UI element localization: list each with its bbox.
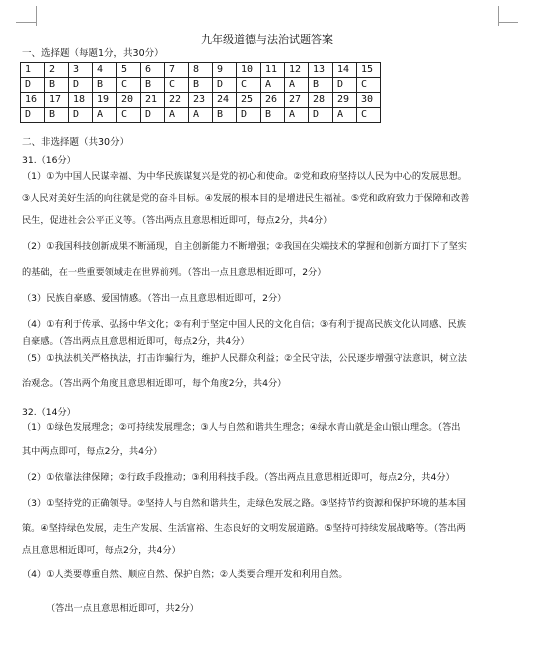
question-number-cell: 20 (117, 93, 141, 108)
question-number-cell: 2 (45, 63, 69, 78)
question-number-cell: 9 (213, 63, 237, 78)
question-number-cell: 1 (21, 63, 45, 78)
answer-cell: C (117, 78, 141, 93)
answer-cell: A (93, 108, 117, 123)
q32-heading: 32.（14分） (22, 407, 76, 418)
q31-4-line2: 自豪感。（答出两点且意思相近即可，每点2分，共4分） (22, 336, 250, 347)
answer-cell: D (21, 78, 45, 93)
question-number-cell: 13 (309, 63, 333, 78)
answer-cell: A (333, 108, 357, 123)
question-number-cell: 8 (189, 63, 213, 78)
question-number-cell: 18 (69, 93, 93, 108)
q32-3-line3: 点且意思相近即可，每点2分，共4分） (22, 545, 181, 556)
question-number-cell: 4 (93, 63, 117, 78)
q31-heading: 31.（16分） (22, 155, 76, 166)
answer-row (21, 78, 381, 93)
answer-cell: D (69, 108, 93, 123)
question-number-cell: 12 (285, 63, 309, 78)
q32-4-line: （4）①人类要尊重自然、顺应自然、保护自然；②人类要合理开发和利用自然。 (22, 569, 348, 580)
answer-cell: C (357, 78, 381, 93)
answer-cell: B (213, 108, 237, 123)
answer-cell: D (213, 78, 237, 93)
q31-1-line3: 民生，促进社会公平正义等。（答出两点且意思相近即可，每点2分，共4分） (22, 215, 333, 226)
answer-cell: A (285, 78, 309, 93)
section1-heading: 一、选择题（每题1分，共30分） (22, 48, 164, 59)
q32-1-line1: （1）①绿色发展理念；②可持续发展理念；③人与自然和谐共生理念；④绿水青山就是金山银山理念。（答出 (22, 422, 461, 433)
answer-cell: B (45, 108, 69, 123)
question-number-cell: 25 (237, 93, 261, 108)
question-number-row (21, 63, 381, 78)
question-number-cell: 6 (141, 63, 165, 78)
question-number-cell: 22 (165, 93, 189, 108)
answer-cell: B (93, 78, 117, 93)
question-number-cell: 21 (141, 93, 165, 108)
q32-1-line2: 其中两点即可，每点2分，共4分） (22, 446, 163, 457)
q31-4-line1: （4）①有利于传承、弘扬中华文化；②有利于坚定中国人民的文化自信；③有利于提高民族文化认同感、民族 (22, 319, 466, 330)
q32-4-scoring-note: （答出一点且意思相近即可，共2分） (46, 603, 199, 614)
question-number-cell: 27 (285, 93, 309, 108)
question-number-cell: 16 (21, 93, 45, 108)
q31-3-line: （3）民族自豪感、爱国情感。（答出一点且意思相近即可，2分） (22, 293, 287, 304)
answer-cell: D (309, 108, 333, 123)
q32-3-line2: 策。④坚持绿色发展，走生产发展、生活富裕、生态良好的文明发展道路。⑤坚持可持续发展战略等。（答出两 (22, 523, 466, 534)
answer-cell: C (117, 108, 141, 123)
answer-cell: A (261, 78, 285, 93)
answer-table (20, 62, 381, 123)
answer-cell: D (141, 108, 165, 123)
section2-heading: 二、非选择题（共30分） (22, 137, 130, 148)
question-number-cell: 10 (237, 63, 261, 78)
question-number-cell: 17 (45, 93, 69, 108)
question-number-cell: 11 (261, 63, 285, 78)
answer-cell: D (69, 78, 93, 93)
question-number-cell: 26 (261, 93, 285, 108)
question-number-row (21, 93, 381, 108)
answer-cell: A (285, 108, 309, 123)
q31-5-line1: （5）①执法机关严格执法，打击诈骗行为，维护人民群众利益；②全民守法，公民逐步增强守法意识，树立法 (22, 353, 467, 364)
answer-cell: A (189, 108, 213, 123)
q31-1-line1: （1）①为中国人民谋幸福、为中华民族谋复兴是党的初心和使命。②党和政府坚持以人民为中心的发展思想。 (22, 171, 467, 182)
question-number-cell: 23 (189, 93, 213, 108)
answer-cell: B (261, 108, 285, 123)
question-number-cell: 30 (357, 93, 381, 108)
q31-2-line2: 的基础，在一些重要领域走在世界前列。（答出一点且意思相近即可，2分） (22, 267, 327, 278)
answer-cell: C (357, 108, 381, 123)
question-number-cell: 14 (333, 63, 357, 78)
answer-cell: C (237, 78, 261, 93)
question-number-cell: 15 (357, 63, 381, 78)
answer-cell: A (165, 108, 189, 123)
q31-5-line2: 治观念。（答出两个角度且意思相近即可，每个角度2分，共4分） (22, 378, 287, 389)
question-number-cell: 24 (213, 93, 237, 108)
q32-3-line1: （3）①坚持党的正确领导。②坚持人与自然和谐共生，走绿色发展之路。③坚持节约资源和保护环境的基本国 (22, 498, 466, 509)
answer-cell: D (21, 108, 45, 123)
q31-2-line1: （2）①我国科技创新成果不断涌现，自主创新能力不断增强；②我国在尖端技术的掌握和创新方面打下了坚实 (22, 241, 467, 252)
answer-cell: B (309, 78, 333, 93)
answer-cell: D (333, 78, 357, 93)
q32-2-line: （2）①依靠法律保障；②行政手段推动；③利用科技手段。（答出两点且意思相近即可，每点2分，共4分） (22, 472, 455, 483)
question-number-cell: 28 (309, 93, 333, 108)
answer-cell: B (45, 78, 69, 93)
question-number-cell: 7 (165, 63, 189, 78)
answer-cell: B (189, 78, 213, 93)
q31-1-line2: ③人民对美好生活的向往就是党的奋斗目标。④发展的根本目的是增进民生福祉。⑤党和政府致力于保障和改善 (22, 193, 470, 204)
answer-cell: D (237, 108, 261, 123)
answer-row (21, 108, 381, 123)
question-number-cell: 5 (117, 63, 141, 78)
document-title: 九年级道德与法治试题答案 (201, 33, 333, 46)
answer-cell: B (141, 78, 165, 93)
question-number-cell: 29 (333, 93, 357, 108)
question-number-cell: 3 (69, 63, 93, 78)
question-number-cell: 19 (93, 93, 117, 108)
answer-cell: C (165, 78, 189, 93)
